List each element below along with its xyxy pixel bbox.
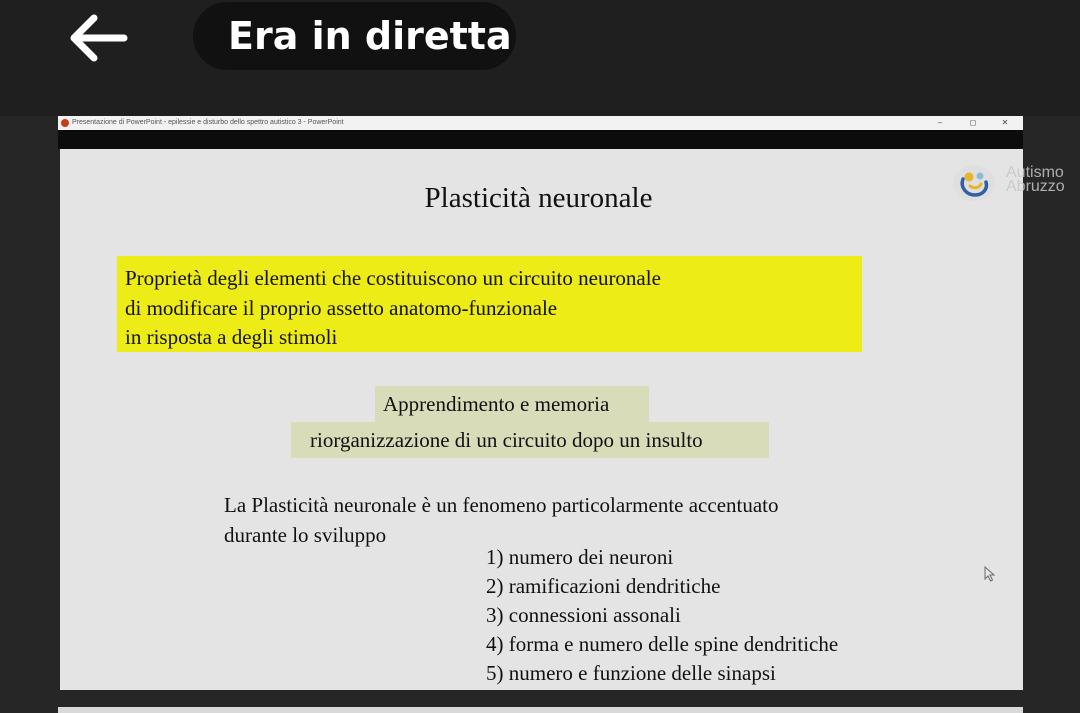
definition-line: di modificare il proprio assetto anatomo-funzionale: [125, 295, 558, 320]
autismo-abruzzo-logo-icon: [950, 162, 998, 204]
mouse-pointer-icon: [984, 566, 996, 582]
definition-line: Proprietà degli elementi che costituiscono un circuito neuronale: [125, 266, 661, 290]
powerpoint-logo-icon: [61, 119, 69, 127]
powerpoint-titlebar: [58, 116, 1023, 130]
channel-watermark: [950, 162, 1080, 206]
restore-button[interactable]: ◻: [969, 118, 977, 127]
powerpoint-status-bar: [58, 707, 1023, 713]
list-item: 2) ramificazioni dendritiche: [486, 574, 721, 598]
close-button[interactable]: ✕: [1001, 118, 1009, 127]
live-status-badge: Era in diretta: [193, 2, 516, 70]
example-box-reorganization: riorganizzazione di un circuito dopo un insulto: [291, 422, 769, 458]
stream-header: [0, 0, 1080, 116]
minimize-button[interactable]: –: [937, 118, 943, 127]
list-item: 3) connessioni assonali: [486, 603, 681, 627]
presentation-slide: [60, 149, 1023, 690]
paragraph-line: La Plasticità neuronale è un fenomeno particolarmente accentuato: [224, 493, 779, 517]
factors-list: [486, 543, 838, 688]
list-item: 5) numero e funzione delle sinapsi: [486, 661, 776, 685]
window-title: Presentazione di PowerPoint - epilessie e disturbo dello spettro autistico 3 - PowerPoint: [72, 119, 344, 126]
list-item: 1) numero dei neuroni: [486, 545, 674, 569]
slide-top-border: [58, 130, 1023, 149]
back-button[interactable]: [58, 8, 136, 68]
definition-line: in risposta a degli stimoli: [125, 325, 338, 349]
definition-box: [117, 256, 862, 352]
slide-title: Plasticità neuronale: [424, 182, 653, 214]
development-paragraph: [224, 491, 779, 550]
arrow-left-icon: [66, 13, 128, 63]
watermark-text: Autismo Abruzzo: [1006, 164, 1065, 195]
paragraph-line: durante lo sviluppo: [224, 522, 387, 547]
example-box-learning: Apprendimento e memoria: [375, 386, 649, 422]
list-item: 4) forma e numero delle spine dendritiche: [486, 632, 839, 656]
